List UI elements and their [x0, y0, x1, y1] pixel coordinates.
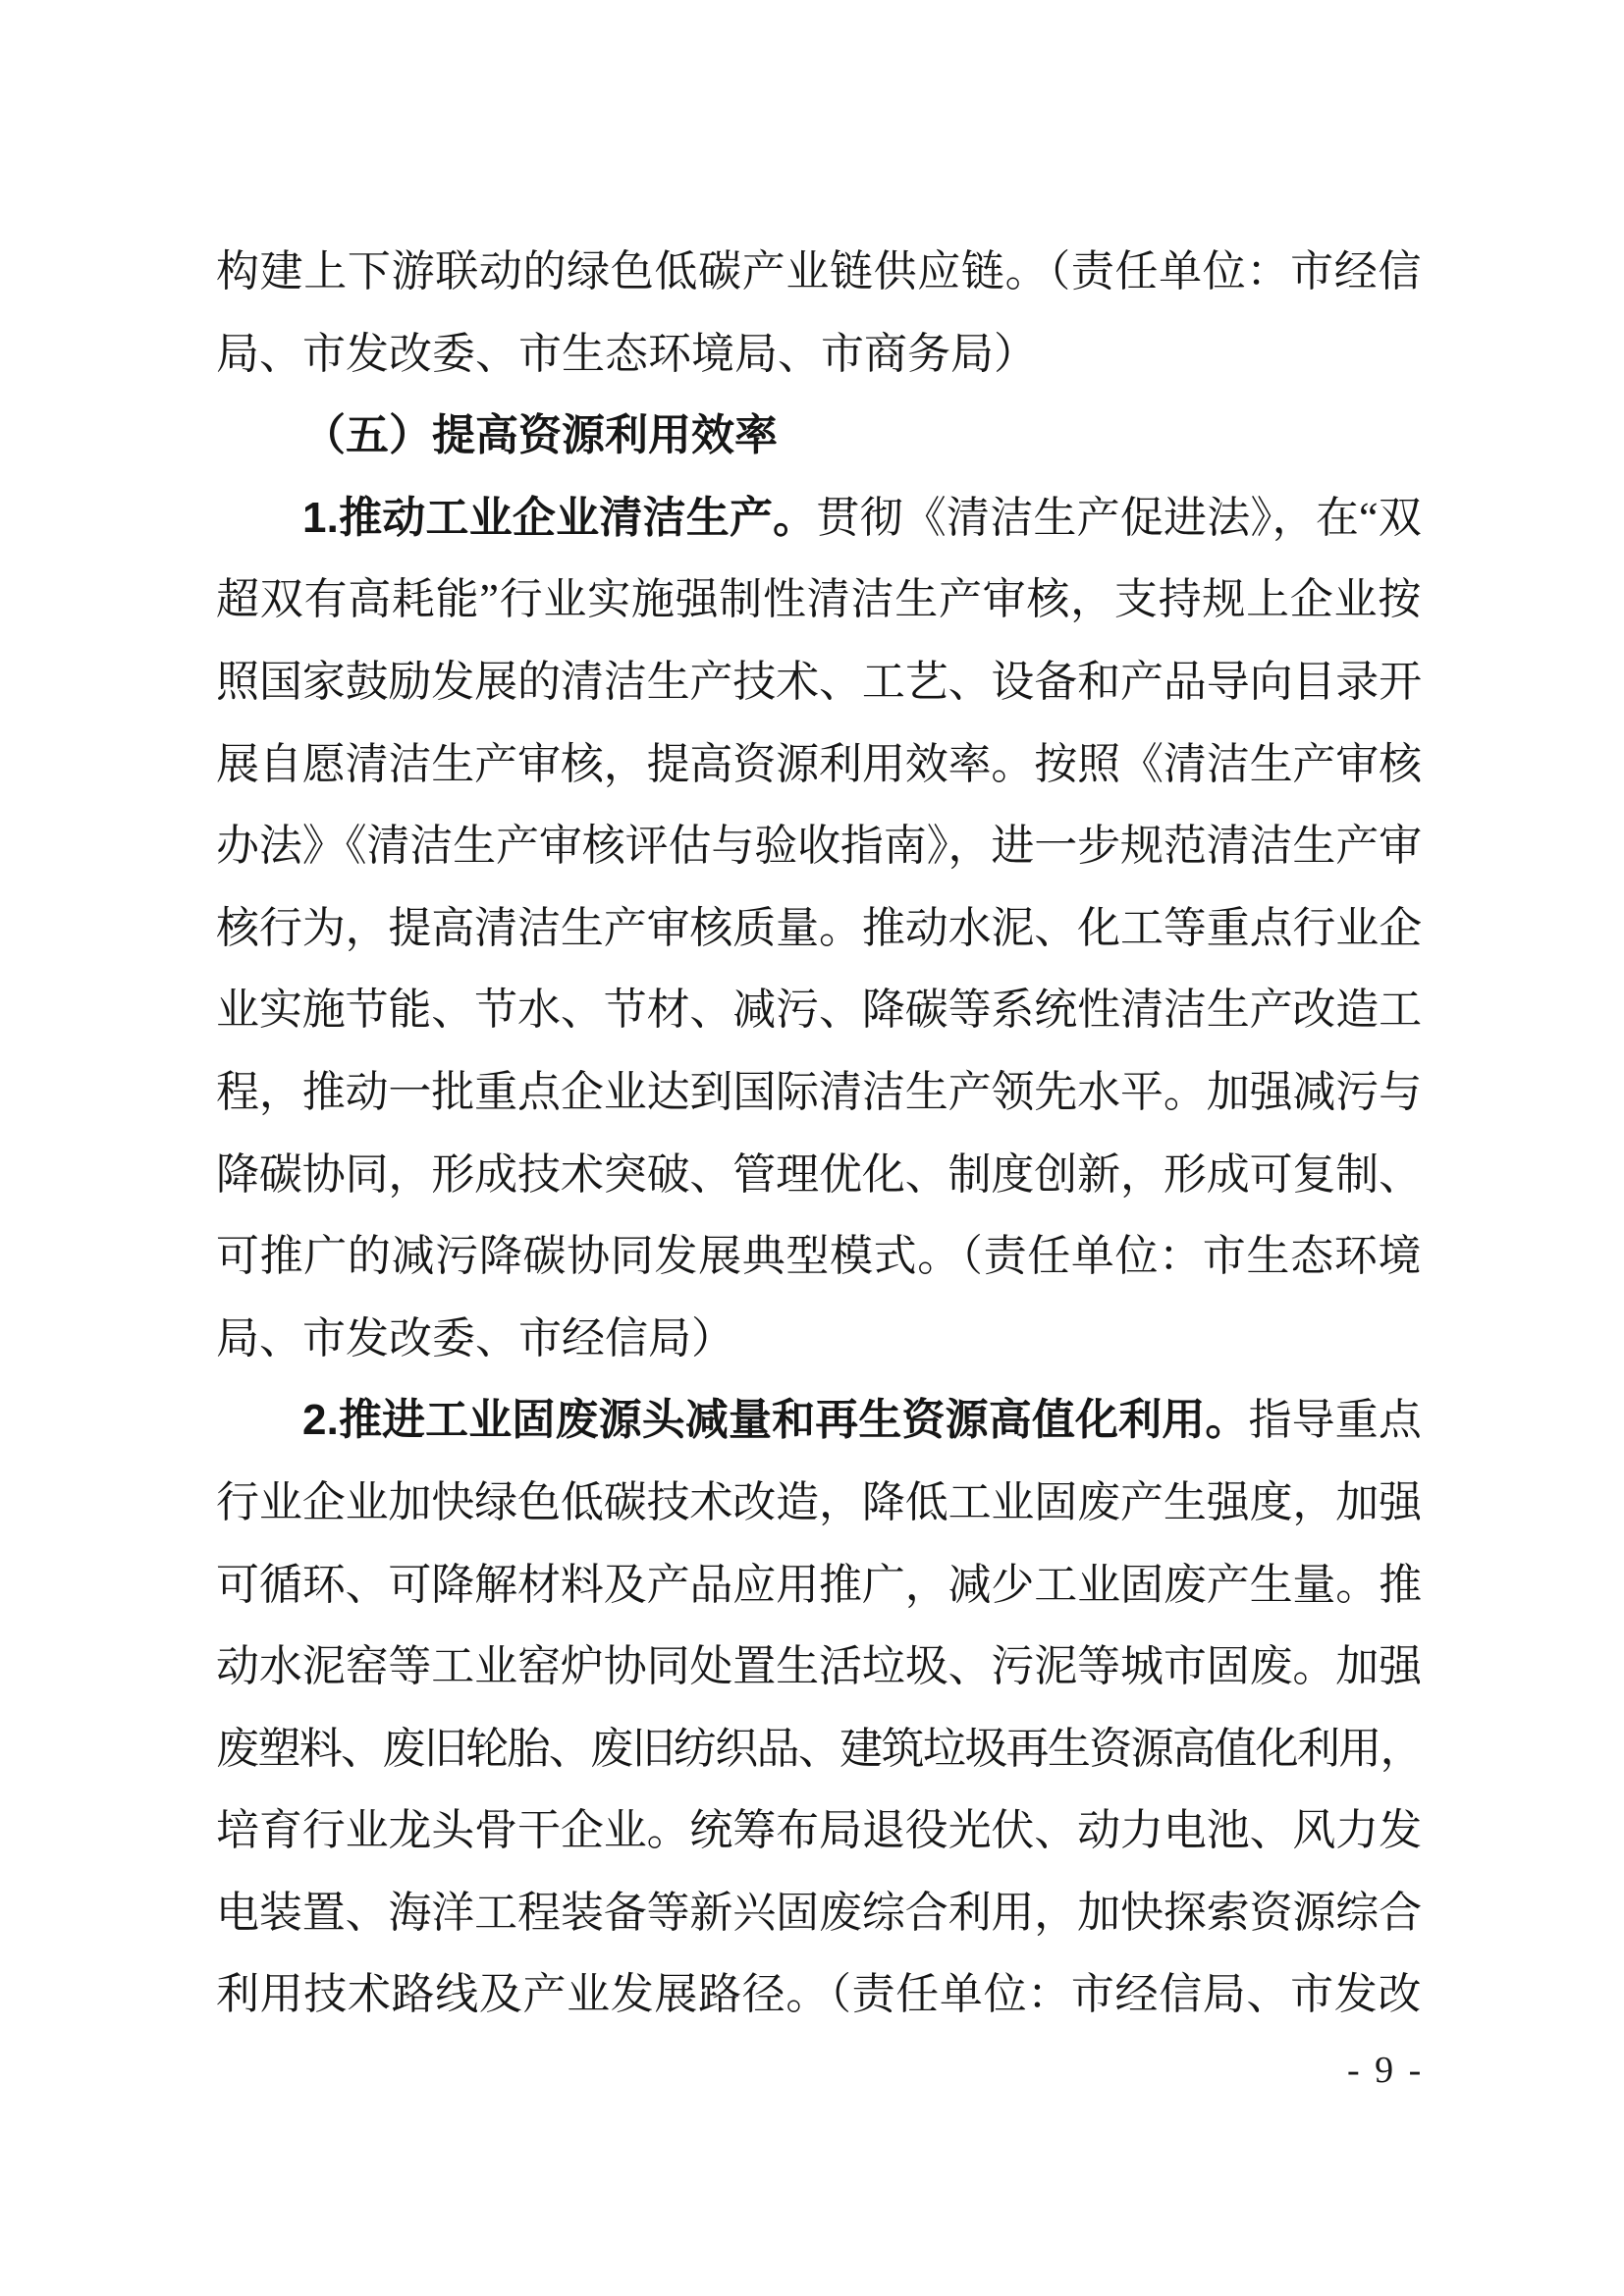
text-line [216, 1215, 1422, 1298]
paragraph-indent [216, 531, 302, 532]
line-text: 可循环、可降解材料及产品应用推广，减少工业固废产生量。推 [216, 1560, 1422, 1609]
line-text: 局、市发改委、市生态环境局、市商务局） [216, 329, 1037, 378]
line-text: 超双有高耗能”行业实施强制性清洁生产审核，支持规上企业按 [216, 575, 1422, 624]
list-item-title: 1.推动工业企业清洁生产。 [302, 493, 817, 542]
line-text: 局、市发改委、市经信局） [216, 1313, 734, 1362]
text-line [216, 1462, 1422, 1544]
line-text: 电装置、海洋工程装备等新兴固废综合利用，加快探索资源综合 [216, 1888, 1422, 1937]
text-line [216, 1051, 1422, 1134]
text-line [216, 1298, 1422, 1380]
text-line [216, 1872, 1422, 1954]
line-text: 培育行业龙头骨干企业。统筹布局退役光伏、动力电池、风力发 [216, 1806, 1422, 1855]
text-line [216, 1789, 1422, 1872]
line-text: 照国家鼓励发展的清洁生产技术、工艺、设备和产品导向目录开 [216, 657, 1422, 706]
paragraph-indent [216, 1433, 302, 1434]
line-text: 利用技术路线及产业发展路径。（责任单位：市经信局、市发改 [216, 1970, 1422, 2019]
text-line [216, 313, 1422, 396]
text-line [216, 477, 1422, 560]
text-line [216, 559, 1422, 641]
page-number: - 9 - [1347, 2050, 1425, 2091]
text-line [216, 887, 1422, 970]
line-text: 展自愿清洁生产审核，提高资源利用效率。按照《清洁生产审核 [216, 739, 1422, 788]
text-line [216, 723, 1422, 806]
text-line [216, 1626, 1422, 1708]
line-text: 废塑料、废旧轮胎、废旧纺织品、建筑垃圾再生资源高值化利用， [216, 1724, 1422, 1773]
line-text: 动水泥窑等工业窑炉协同处置生活垃圾、污泥等城市固废。加强 [216, 1642, 1422, 1691]
paragraph-indent [216, 449, 302, 450]
line-text: 贯彻《清洁生产促进法》，在“双 [816, 493, 1422, 542]
line-text: 可推广的减污降碳协同发展典型模式。（责任单位：市生态环境 [216, 1232, 1422, 1281]
text-line [216, 1134, 1422, 1216]
line-text: 核行为，提高清洁生产审核质量。推动水泥、化工等重点行业企 [216, 903, 1422, 952]
line-text: 行业企业加快绿色低碳技术改造，降低工业固废产生强度，加强 [216, 1477, 1422, 1526]
heading-text: （五）提高资源利用效率 [302, 411, 778, 460]
line-text: 程，推动一批重点企业达到国际清洁生产领先水平。加强减污与 [216, 1067, 1422, 1116]
body-text-block [216, 231, 1422, 2036]
text-line [216, 641, 1422, 723]
section-heading [216, 395, 1422, 477]
text-line [216, 1953, 1422, 2036]
text-line [216, 1379, 1422, 1462]
text-line [216, 1544, 1422, 1627]
list-item-title: 2.推进工业固废源头减量和再生资源高值化利用。 [302, 1396, 1249, 1445]
line-text: 构建上下游联动的绿色低碳产业链供应链。（责任单位：市经信 [216, 247, 1422, 295]
line-text: 指导重点 [1248, 1396, 1423, 1445]
line-text: 办法》《清洁生产审核评估与验收指南》，进一步规范清洁生产审 [216, 822, 1422, 871]
text-line [216, 969, 1422, 1051]
text-line [216, 805, 1422, 887]
text-line [216, 1708, 1422, 1790]
line-text: 业实施节能、节水、节材、减污、降碳等系统性清洁生产改造工 [216, 986, 1422, 1035]
line-text: 降碳协同，形成技术突破、管理优化、制度创新，形成可复制、 [216, 1149, 1422, 1199]
text-line [216, 231, 1422, 313]
